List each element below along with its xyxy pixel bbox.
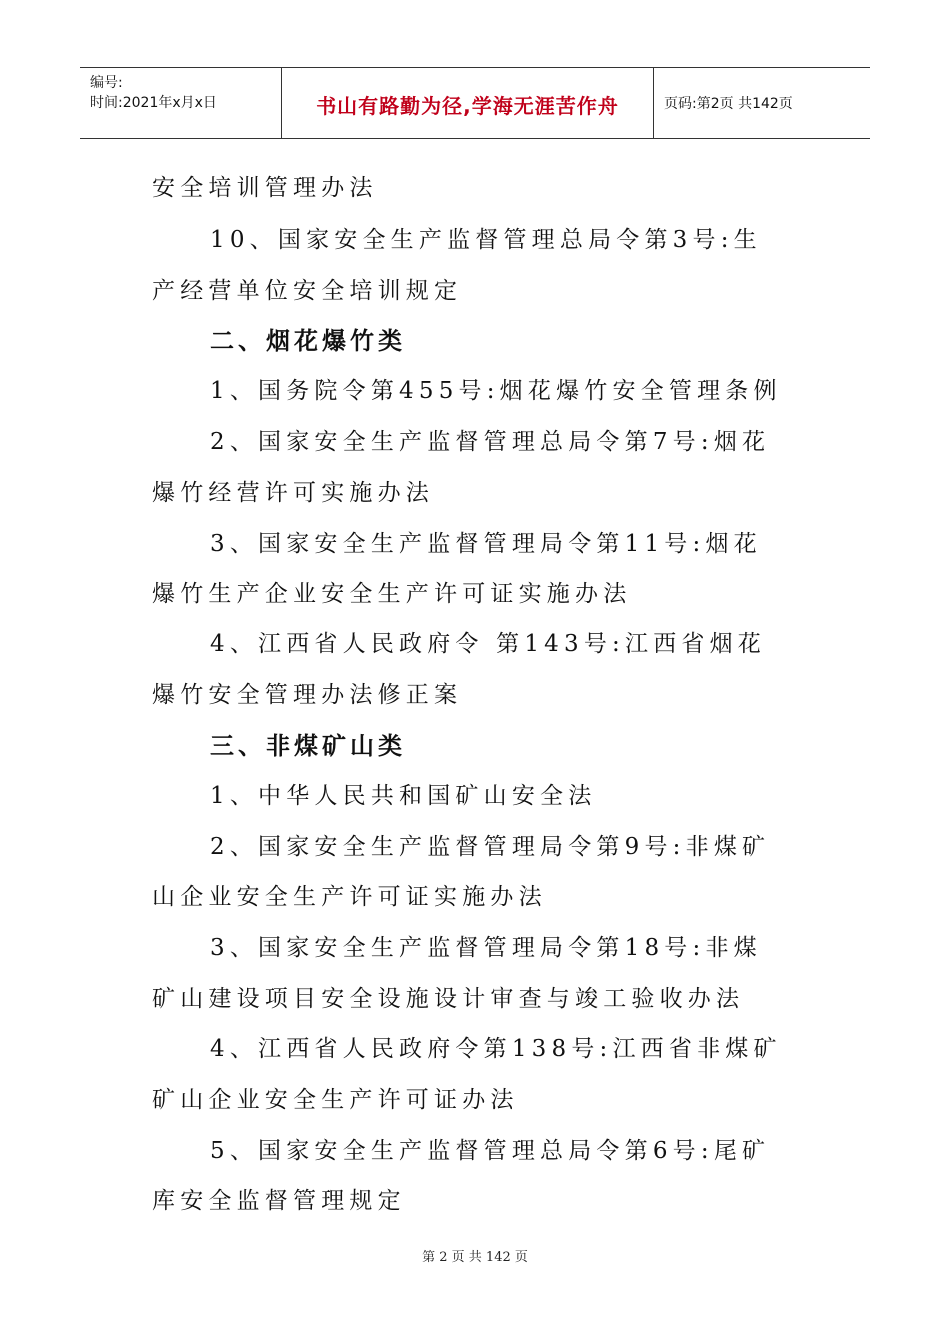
page-header bbox=[80, 67, 870, 139]
text-line: 爆竹生产企业安全生产许可证实施办法 bbox=[152, 581, 632, 607]
text-line: 3、国家安全生产监督管理局令第18号:非煤 bbox=[210, 935, 762, 961]
doc-time-label: 时间:2021年x月x日 bbox=[90, 95, 217, 111]
text-line: 爆竹安全管理办法修正案 bbox=[152, 682, 463, 708]
text-line: 4、江西省人民政府令第138号:江西省非煤矿 bbox=[210, 1036, 782, 1062]
text-line: 矿山企业安全生产许可证办法 bbox=[152, 1087, 519, 1113]
text-line: 产经营单位安全培训规定 bbox=[152, 278, 463, 304]
text-line: 爆竹经营许可实施办法 bbox=[152, 480, 434, 506]
text-line: 安全培训管理办法 bbox=[152, 175, 378, 201]
text-line: 矿山建设项目安全设施设计审查与竣工验收办法 bbox=[152, 986, 745, 1012]
text-line: 5、国家安全生产监督管理总局令第6号:尾矿 bbox=[210, 1138, 771, 1164]
page-footer: 第 2 页 共 142 页 bbox=[422, 1250, 528, 1265]
text-line: 库安全监督管理规定 bbox=[152, 1188, 406, 1214]
header-meta-cell bbox=[80, 68, 282, 138]
section-heading: 二、烟花爆竹类 bbox=[210, 327, 406, 355]
section-heading: 三、非煤矿山类 bbox=[210, 732, 406, 760]
text-line: 4、江西省人民政府令 第143号:江西省烟花 bbox=[210, 631, 766, 657]
text-line: 1、中华人民共和国矿山安全法 bbox=[210, 783, 597, 809]
header-page-info: 页码:第2页 共142页 bbox=[664, 96, 793, 112]
header-motto: 书山有路勤为径,学海无涯苦作舟 bbox=[316, 94, 619, 118]
text-line: 山企业安全生产许可证实施办法 bbox=[152, 884, 547, 910]
text-line: 1、国务院令第455号:烟花爆竹安全管理条例 bbox=[210, 378, 782, 404]
header-motto-cell bbox=[282, 68, 654, 138]
text-line: 2、国家安全生产监督管理总局令第7号:烟花 bbox=[210, 429, 771, 455]
text-line: 3、国家安全生产监督管理局令第11号:烟花 bbox=[210, 531, 762, 557]
header-page-cell bbox=[654, 68, 870, 138]
text-line: 10、国家安全生产监督管理总局令第3号:生 bbox=[210, 227, 762, 253]
doc-number-label: 编号: bbox=[90, 75, 123, 91]
text-line: 2、国家安全生产监督管理局令第9号:非煤矿 bbox=[210, 834, 771, 860]
